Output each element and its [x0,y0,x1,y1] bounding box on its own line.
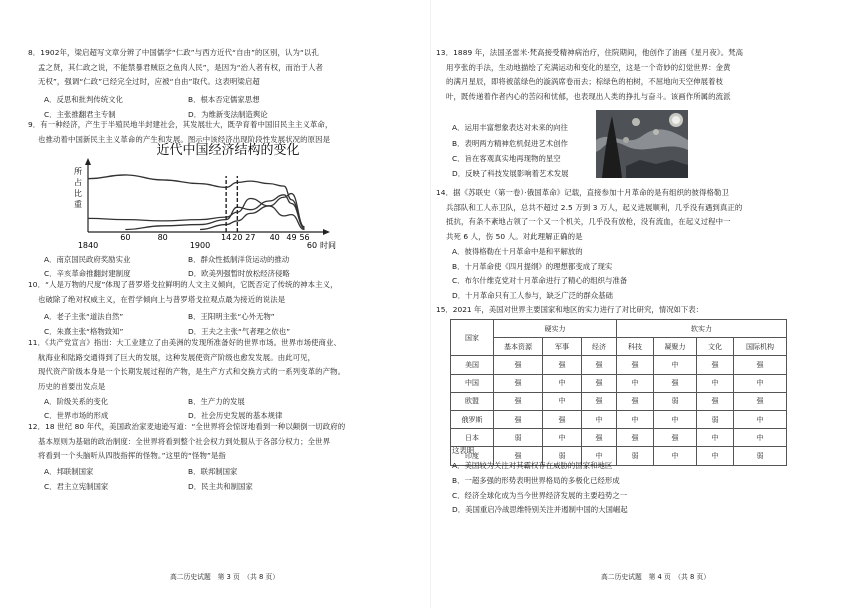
painting-star [632,118,640,126]
q14-line: 抵抗，有条不紊地占领了一个又一个机关，几乎没有放枪，没有流血，在起义过程中一 [446,217,731,227]
q10-option-a: A．老子主张“道法自然” [44,312,124,321]
table-cell: 中 [654,356,697,374]
y-axis-arrow [85,158,91,165]
table-cell: 中 [543,429,582,447]
q11-line: 现代资产阶级本身是一个长期发展过程的产物，是生产方式和交换方式的一系列变革的产物。 [38,367,346,377]
table-cell: 强 [494,374,543,392]
table-header-soft-power: 软实力 [617,320,787,338]
q8-option-a: A．反思和批判传统文化 [44,95,123,104]
x-tick-label: 49 [286,233,297,242]
table-subheader: 国际机构 [734,338,787,356]
table-row [451,356,787,374]
table-cell: 日本 [451,429,494,447]
x-tick-label: 1900 [189,241,211,250]
table-subheader: 经济 [582,338,617,356]
table-row [451,429,787,447]
x-axis-arrow [323,229,330,235]
table-cell: 中国 [451,374,494,392]
q13-option-a: A．运用丰富想象表达对未来的向往 [452,123,568,132]
q8-line: 孟之贤，其仁政之说，不能禁暴君贼臣之鱼肉人民”，是因为“治人者有权，而治于人者 [38,62,324,72]
table-cell: 弱 [617,447,654,465]
table-cell: 强 [494,410,543,428]
table-row [451,374,787,392]
table-cell: 俄罗斯 [451,410,494,428]
painting-moon-core [672,116,680,124]
q13-line: 叶，既传递着作者内心的苦闷和忧郁，也表现出人类的挣扎与奋斗。该画作所属的流派 [446,91,731,101]
x-tick-label: 40 [269,233,280,242]
table-subheader: 凝聚力 [654,338,697,356]
q9-line: 也推动着中国新民主主义革命的产生和发展。图示中该经济出现阶段性发展状况的原因是 [38,134,331,144]
table-subheader: 军事 [543,338,582,356]
table-cell: 中 [543,374,582,392]
left-page-footer: 高二历史试题 第 3 页 （共 8 页） [170,573,280,581]
q11-option-a: A．阶级关系的变化 [44,397,109,406]
table-cell: 中 [697,374,734,392]
question-13 [436,46,743,104]
series-line [88,175,305,228]
q11-line: 11．《共产党宣言》指出：大工业建立了由美洲的发现所准备好的世界市场。世界市场使商业、 [28,338,342,347]
table-cell: 中 [654,447,697,465]
table-row [451,392,787,410]
q8-line: 无权”，强调“仁政”已经完全过时，应被“自由”取代。这表明梁启超 [38,77,260,87]
q10-line: 也破除了绝对权威主义，在哲学倾向上与普罗塔戈拉观点最为接近的说法是 [38,294,286,304]
q13-line: 13．1889 年，法国圣雷米·梵高接受精神病治疗，住院期间，他创作了油画《星月夜》。梵高 [436,48,744,57]
q11-option-b: B．生产力的发展 [188,397,245,406]
q15-option-b: B．一超多强的形势表明世界格局的多极化已经形成 [452,476,620,485]
table-subheader: 科技 [617,338,654,356]
x-tick-label: 60 [120,233,131,242]
table-cell: 强 [494,447,543,465]
table-cell: 强 [582,374,617,392]
q9-option-b: B．群众性抵制洋货运动的推动 [188,255,290,264]
q10-option-d: D．王夫之主张“气者理之依也” [188,327,291,336]
painting-star [653,129,659,135]
table-cell: 弱 [654,392,697,410]
q8-option-b: B．根本否定儒家思想 [188,95,260,104]
table-cell: 中 [617,410,654,428]
table-row [451,410,787,428]
table-cell: 强 [654,374,697,392]
table-cell: 强 [697,392,734,410]
table-cell: 弱 [697,410,734,428]
q11-option-c: C．世界市场的形成 [44,411,109,420]
q8-option-c: C．主张推翻君主专制 [44,110,116,119]
table-cell: 强 [582,356,617,374]
table-cell: 弱 [734,447,787,465]
right-page-footer: 高二历史试题 第 4 页 （共 8 页） [601,573,711,581]
x-tick-label: 80 [157,233,168,242]
x-tick-label: 20 [232,233,243,242]
chart-title: 近代中国经济结构的变化 [156,143,300,158]
q9-option-a: A．南京国民政府奖励实业 [44,255,131,264]
table-cell: 美国 [451,356,494,374]
q13-line: 用亨张的手法，生动地描绘了充满运动和变化的星空，这是一个奇妙的幻觉世界：金黄 [446,62,731,72]
q11-line: 航海业和陆路交通得到了巨大的发展，这种发展使资产阶级也愈发发展。由此可见， [38,352,316,362]
x-tick-label: 14 [221,233,232,242]
table-subheader: 文化 [697,338,734,356]
series-layer [88,175,305,232]
table-cell: 强 [543,410,582,428]
q8-line: 8．1902年，梁启超写文章分辨了中国儒学“仁政”与西方近代“自由”的区别，认为“以孔 [28,48,319,57]
table-cell: 强 [697,356,734,374]
table-cell: 中 [582,447,617,465]
table-header-row [451,320,787,338]
table-cell: 中 [654,410,697,428]
x-tick-label: 1840 [77,241,99,250]
q12-line: 12．18 世纪 80 年代，美国政治家麦迪逊写道：“全世界将会惊讶地看到一种以颠倒一切政府的 [28,422,346,431]
table-cell: 中 [697,429,734,447]
table-cell: 中 [697,447,734,465]
q11-line: 历史的首要出发点是 [38,381,106,391]
table-cell: 强 [582,429,617,447]
table-cell: 弱 [543,447,582,465]
table-cell: 强 [617,356,654,374]
question-8 [28,46,323,90]
x-tick-label: 27 [245,233,256,242]
table-header-country: 国家 [451,320,494,356]
q9-line: 9．有一种经济，产生于半殖民地半封建社会，其发展壮大，既孕育着中国旧民主主义革命， [28,120,333,129]
q11-option-d: D．社会历史发展的基本规律 [188,411,283,420]
table-cell: 中 [617,374,654,392]
q8-option-d: D．为维新变法制造舆论 [188,110,268,119]
starry-night-painting [596,110,688,178]
table-cell: 中 [582,410,617,428]
table-cell: 强 [734,392,787,410]
table-subheader-row [451,338,787,356]
q14-line: 兵部队和工人赤卫队，总共不超过 2.5 万到 3 万人，起义进展顺利，几乎没有遇到真正的 [446,202,743,212]
table-cell: 弱 [494,429,543,447]
q13-option-b: B．表明两方精神危机促进艺术创作 [452,139,568,148]
x-tick-label: 60 [306,241,318,250]
q14-option-d: D．十月革命只有工人参与，缺乏广泛的群众基础 [452,291,613,300]
q12-option-c: C．君主立宪制国家 [44,482,109,491]
table-cell: 强 [494,356,543,374]
table-cell: 强 [582,392,617,410]
table-cell: 中 [734,429,787,447]
q13-option-d: D．反映了科技发展影响着艺术发展 [452,169,569,178]
question-14 [436,186,742,244]
economy-structure-chart [68,140,338,252]
x-tick-label: 56 [299,233,310,242]
table-cell: 印度 [451,447,494,465]
table-cell: 强 [654,429,697,447]
q14-line: 14．据《苏联史（第一卷）·俄国革命》记载，直接参加十月革命的是有组织的彼得格勒卫 [436,188,730,197]
table-header-hard-power: 硬实力 [494,320,617,338]
q9-option-c: C．辛亥革命推翻封建制度 [44,269,131,278]
q14-option-b: B．十月革命使《四月提纲》的理想都变成了现实 [452,262,613,271]
q12-line: 基本原则为基础的政治制度：全世界将看到整个社会权力到处服从于各部分权力；全世界 [38,436,331,446]
table-cell: 强 [734,356,787,374]
chart-ylabel: 所占比重 [74,167,82,209]
q14-option-a: A．彼得格勒在十月革命中是和平解放的 [452,247,583,256]
q12-option-b: B．联邦制国家 [188,467,238,476]
q15-intro: 15．2021 年，美国对世界主要国家和地区的实力进行了对比研究，情况如下表： [436,305,704,314]
q10-line: 10．“人是万物的尺度”体现了普罗塔戈拉鲜明的人文主义倾向，它既否定了传统的神本主义， [28,280,338,289]
question-11 [28,336,345,394]
q12-line: 将看到一个头脑听从四肢指挥的怪物。”这里的“怪物”是指 [38,451,226,461]
q15-option-a: A．美国较为关注对其霸权存在威胁的国家和地区 [452,461,613,470]
table-cell: 强 [617,392,654,410]
q10-option-c: C．朱熹主张“格物致知” [44,327,124,336]
q10-option-b: B．王阳明主张“心外无物” [188,312,275,321]
ticks-layer [78,233,336,250]
table-cell: 中 [543,392,582,410]
q14-option-c: C．布尔什维克党对十月革命进行了精心的组织与准备 [452,276,628,285]
power-comparison-table [450,319,787,466]
table-subheader: 基本资源 [494,338,543,356]
q13-line: 的满月星辰，即将被蓝绿色的漩涡席卷而去；棕绿色的柏树，不屈地向天空伸展着枝 [446,77,724,87]
table-cell: 中 [734,374,787,392]
table-cell: 中 [734,410,787,428]
q15-option-d: D．美国重启冷战思维特别关注并遏制中国的大国崛起 [452,505,628,514]
question-12 [28,420,345,464]
x-axis-label: 时间 [320,241,336,250]
question-10 [28,278,338,307]
table-cell: 强 [617,429,654,447]
q12-option-d: D．民主共和制国家 [188,482,253,491]
table-cell: 强 [543,356,582,374]
q12-option-a: A．邦联制国家 [44,467,94,476]
q15-lead: 这表明 [452,446,475,455]
q15-option-c: C．经济全球化成为当今世界经济发展的主要趋势之一 [452,491,628,500]
q9-option-d: D．欧美列强暂时放松经济侵略 [188,269,290,278]
q14-line: 共死 6 人，伤 50 人。对此理解正确的是 [446,231,583,241]
q13-option-c: C．旨在客观真实地再现物的星空 [452,154,561,163]
table-cell: 强 [494,392,543,410]
painting-star [623,137,629,143]
table-cell: 欧盟 [451,392,494,410]
